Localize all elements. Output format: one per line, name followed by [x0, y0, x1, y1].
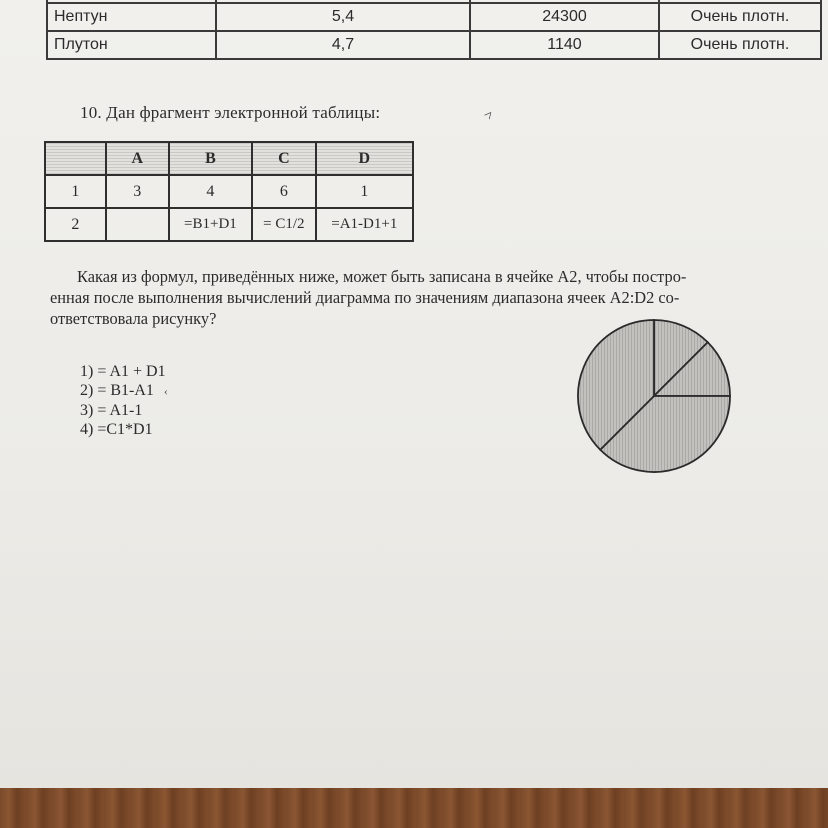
table-row — [45, 208, 413, 241]
planet-name: Плутон — [47, 31, 216, 59]
column-header-c: C — [252, 142, 316, 175]
pencil-tick: ‹ — [163, 384, 168, 398]
planet-density: Очень плотн. — [659, 31, 821, 59]
answer-option: 1) = A1 + D1 — [80, 363, 166, 380]
planet-value: 24300 — [470, 3, 659, 31]
row-header-2: 2 — [45, 208, 106, 241]
question-line: ответствовала рисунку? — [50, 309, 217, 328]
table-row — [47, 31, 821, 59]
corner-cell — [45, 142, 106, 175]
spreadsheet-fragment — [44, 141, 414, 242]
planet-density: Очень плотн. — [659, 3, 821, 31]
cell-a2 — [106, 208, 169, 241]
answer-option: 4) =C1*D1 — [80, 421, 153, 438]
table-row — [45, 175, 413, 208]
column-header-b: B — [169, 142, 252, 175]
planet-table — [46, 0, 822, 60]
answer-option: 2) = B1-A1 ‹ — [80, 382, 168, 399]
planet-name: Нептун — [47, 3, 216, 31]
pie-slices — [578, 320, 730, 472]
planet-value: 4,7 — [216, 31, 470, 59]
planet-value: 5,4 — [216, 3, 470, 31]
cell-b1: 4 — [169, 175, 252, 208]
cell-d2: =A1-D1+1 — [316, 208, 413, 241]
cell-c2: = C1/2 — [252, 208, 316, 241]
table-row — [47, 3, 821, 31]
question-line: Какая из формул, приведённых ниже, может быть записана в ячейке А2, чтобы постро- — [77, 267, 687, 286]
question-title: 10. Дан фрагмент электронной таблицы: — [80, 103, 381, 122]
cell-d1: 1 — [316, 175, 413, 208]
column-header-a: A — [106, 142, 169, 175]
pie-chart — [574, 316, 734, 476]
row-header-1: 1 — [45, 175, 106, 208]
answer-list — [80, 362, 168, 439]
question-line: енная после выполнения вычислений диаграмма по значениям диапазона ячеек А2:D2 со- — [50, 288, 680, 307]
header-row — [45, 142, 413, 175]
answer-option: 3) = A1-1 — [80, 402, 143, 419]
desk-surface — [0, 788, 828, 828]
cell-a1: 3 — [106, 175, 169, 208]
column-header-d: D — [316, 142, 413, 175]
pencil-mark: ˄ — [480, 107, 497, 124]
cell-b2: =B1+D1 — [169, 208, 252, 241]
planet-value: 1140 — [470, 31, 659, 59]
cell-c1: 6 — [252, 175, 316, 208]
